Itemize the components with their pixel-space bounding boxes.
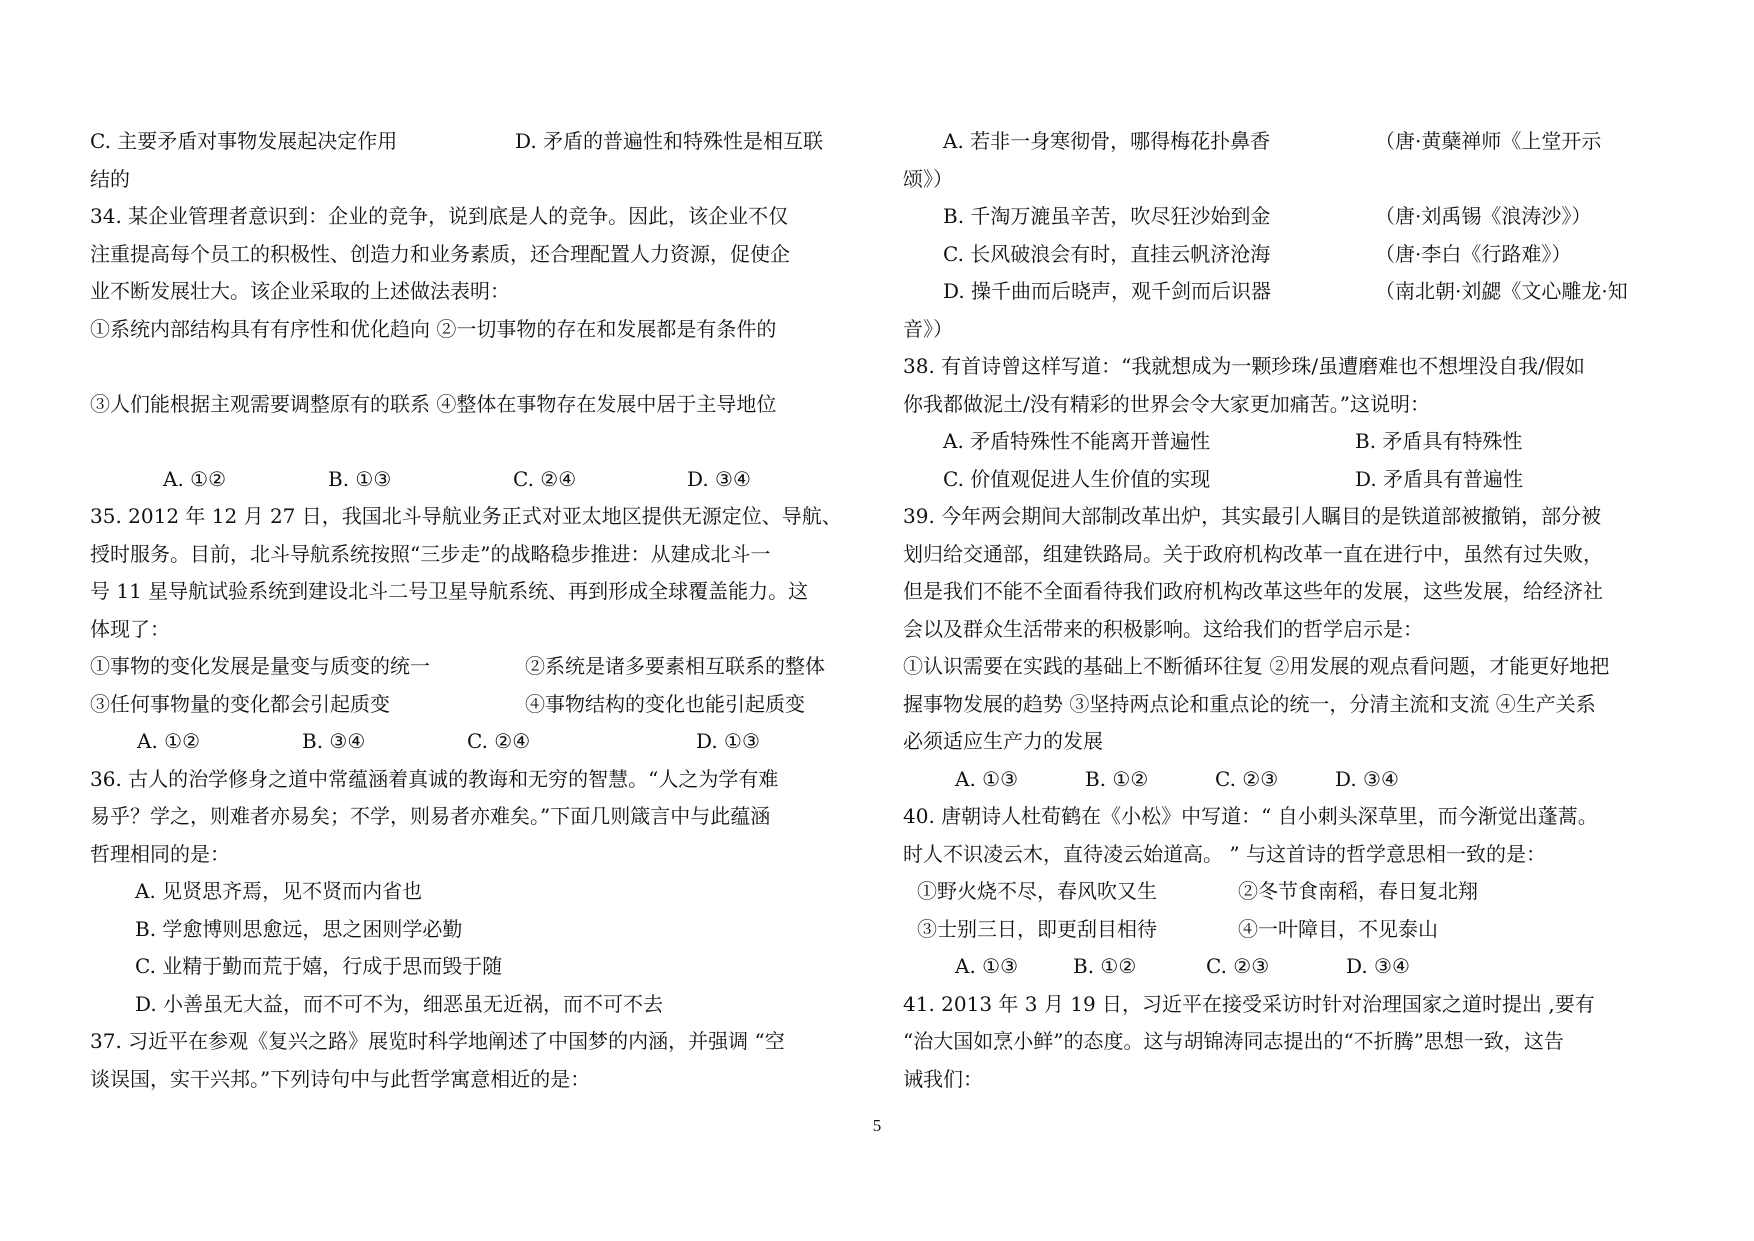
statement-3: ③任何事物量的变化都会引起质变	[90, 691, 390, 716]
text-line: 业不断发展壮大。该企业采取的上述做法表明：	[90, 279, 510, 303]
option-b: B. ③④	[302, 729, 366, 753]
question-39-stem: 39. 今年两会期间大部制改革出炉，其实最引人瞩目的是铁道部被撤销，部分被	[903, 504, 1602, 528]
option-a: A. 见贤思齐焉，见不贤而内省也	[135, 879, 423, 903]
text-line: “治大国如烹小鲜”的态度。这与胡锦涛同志提出的“不折腾”思想一致，这告	[903, 1029, 1564, 1053]
text-line: 授时服务。目前，北斗导航系统按照“三步走”的战略稳步推进：从建成北斗一	[90, 541, 771, 566]
option-d: D. 操千曲而后晓声，观千剑而后识器	[943, 279, 1272, 303]
statement-2: ②系统是诸多要素相互联系的整体	[525, 654, 825, 678]
question-40-stem: 40. 唐朝诗人杜荀鹤在《小松》中写道：“ 自小刺头深草里，而今渐觉出蓬蒿。	[903, 804, 1598, 828]
option-a: A. ①③	[955, 954, 1019, 978]
statement-2: ②冬节食南稻，春日复北翔	[1238, 879, 1478, 903]
statement-line: ①认识需要在实践的基础上不断循环往复 ②用发展的观点看问题，才能更好地把	[903, 654, 1610, 678]
option-c: C. 业精于勤而荒于嬉，行成于思而毁于随	[135, 954, 503, 978]
text-line: 划归给交通部，组建铁路局。关于政府机构改革一直在进行中，虽然有过失败，	[903, 541, 1603, 566]
text-line: 注重提高每个员工的积极性、创造力和业务素质，还合理配置人力资源，促使企	[90, 241, 790, 266]
statement-line	[903, 873, 1693, 911]
option-b: B. 学愈博则思愈远，思之困则学必勤	[135, 916, 463, 941]
statement-line: ①系统内部结构具有有序性和优化趋向 ②一切事物的存在和发展都是有条件的	[90, 316, 777, 341]
option-a: A. ①②	[137, 729, 201, 753]
question-38-stem: 38. 有首诗曾这样写道：“我就想成为一颗珍珠/虽遭磨难也不想埋没自我/假如	[903, 354, 1585, 378]
text-line: 你我都做泥土/没有精彩的世界会令大家更加痛苦。”这说明：	[903, 391, 1430, 416]
option-c: C. ②③	[1206, 954, 1270, 978]
text-line: 谈误国，实干兴邦。”下列诗句中与此哲学寓意相近的是：	[90, 1066, 591, 1091]
question-34-stem: 34. 某企业管理者意识到：企业的竞争，说到底是人的竞争。因此，该企业不仅	[90, 204, 789, 228]
right-column	[903, 123, 1693, 1098]
option-a: A. 矛盾特殊性不能离开普遍性	[943, 429, 1211, 453]
option-d: D. ③④	[1346, 954, 1410, 978]
option-c: C. 长风破浪会有时，直挂云帆济沧海	[943, 241, 1271, 266]
option-d: D. 矛盾具有普遍性	[1355, 466, 1524, 491]
option-d: D. ③④	[687, 466, 751, 491]
option-c-q33: C. 主要矛盾对事物发展起决定作用	[90, 129, 398, 153]
option-b: B. 矛盾具有特殊性	[1355, 429, 1523, 453]
option-line	[903, 423, 1693, 461]
left-column	[90, 123, 865, 1098]
question-41-stem: 41. 2013 年 3 月 19 日，习近平在接受采访时针对治理国家之道时提出 ,要有	[903, 991, 1595, 1016]
option-line	[903, 461, 1693, 499]
option-source: （唐·刘禹锡《浪涛沙》）	[1375, 204, 1592, 228]
text-line: 时人不识凌云木，直待凌云始道高。 ” 与这首诗的哲学意思相一致的是：	[903, 841, 1546, 866]
answer-options-q34	[90, 461, 865, 499]
text-line: 但是我们不能不全面看待我们政府机构改革这些年的发展，这些发展，给经济社	[903, 579, 1603, 603]
option-a: A. 若非一身寒彻骨，哪得梅花扑鼻香	[943, 129, 1271, 153]
statement-line	[903, 911, 1693, 949]
statement-3: ③士别三日，即更刮目相待	[917, 916, 1157, 941]
option-source: （唐·黄蘖禅师《上堂开示	[1375, 129, 1602, 153]
option-c: C. ②④	[467, 729, 531, 753]
option-d: D. ①③	[696, 729, 760, 753]
option-source: （南北朝·刘勰《文心雕龙·知	[1375, 279, 1628, 303]
option-d: D. 小善虽无大益，而不可不为，细恶虽无近祸，而不可不去	[135, 991, 664, 1016]
option-b: B. ①③	[328, 466, 392, 491]
option-line	[903, 198, 1693, 236]
option-b: B. 千淘万漉虽辛苦，吹尽狂沙始到金	[943, 204, 1271, 228]
statement-line: 必须适应生产力的发展	[903, 729, 1103, 753]
option-c: C. ②③	[1215, 766, 1279, 791]
option-a: A. ①②	[163, 466, 227, 491]
page-number: 5	[872, 1116, 882, 1135]
option-b: B. ①②	[1085, 766, 1149, 791]
option-source: （唐·李白《行路难》）	[1375, 241, 1572, 266]
option-line	[903, 236, 1693, 274]
statement-line	[90, 686, 865, 724]
option-b: B. ①②	[1073, 954, 1137, 978]
answer-options-q39	[903, 761, 1693, 799]
answer-options-q40	[903, 948, 1693, 986]
text-line: 音》）	[903, 316, 953, 341]
question-36-stem: 36. 古人的治学修身之道中常蕴涵着真诚的教诲和无穷的智慧。“人之为学有难	[90, 766, 779, 791]
option-a: A. ①③	[955, 766, 1019, 791]
option-d: D. ③④	[1335, 766, 1399, 791]
question-35-stem: 35. 2012 年 12 月 27 日，我国北斗导航业务正式对亚太地区提供无源定位、导航、	[90, 504, 842, 528]
text-line: 会以及群众生活带来的积极影响。这给我们的哲学启示是：	[903, 616, 1423, 641]
option-line	[903, 123, 1693, 161]
text-line: 哲理相同的是：	[90, 841, 230, 866]
statement-line	[90, 648, 865, 686]
text-line: 颂》）	[903, 166, 953, 191]
statement-1: ①事物的变化发展是量变与质变的统一	[90, 654, 430, 678]
option-d-q33: D. 矛盾的普遍性和特殊性是相互联	[515, 129, 824, 153]
statement-line: ③人们能根据主观需要调整原有的联系 ④整体在事物存在发展中居于主导地位	[90, 391, 777, 416]
text-line: 体现了：	[90, 616, 170, 641]
option-line	[903, 273, 1693, 311]
text-line	[90, 123, 865, 161]
question-37-stem: 37. 习近平在参观《复兴之路》展览时科学地阐述了中国梦的内涵，并强调 “空	[90, 1029, 785, 1053]
text-line: 结的	[90, 166, 130, 191]
option-c: C. ②④	[513, 466, 577, 491]
text-line: 号 11 星导航试验系统到建设北斗二号卫星导航系统、再到形成全球覆盖能力。这	[90, 579, 809, 603]
statement-1: ①野火烧不尽，春风吹又生	[917, 879, 1157, 903]
text-line: 易乎？学之，则难者亦易矣；不学，则易者亦难矣。”下面几则箴言中与此蕴涵	[90, 804, 771, 828]
statement-line: 握事物发展的趋势 ③坚持两点论和重点论的统一，分清主流和支流 ④生产关系	[903, 691, 1596, 716]
text-line: 诫我们：	[903, 1066, 983, 1091]
statement-4: ④事物结构的变化也能引起质变	[525, 691, 805, 716]
answer-options-q35	[90, 723, 865, 761]
option-c: C. 价值观促进人生价值的实现	[943, 466, 1211, 491]
statement-4: ④一叶障目，不见泰山	[1238, 916, 1438, 941]
